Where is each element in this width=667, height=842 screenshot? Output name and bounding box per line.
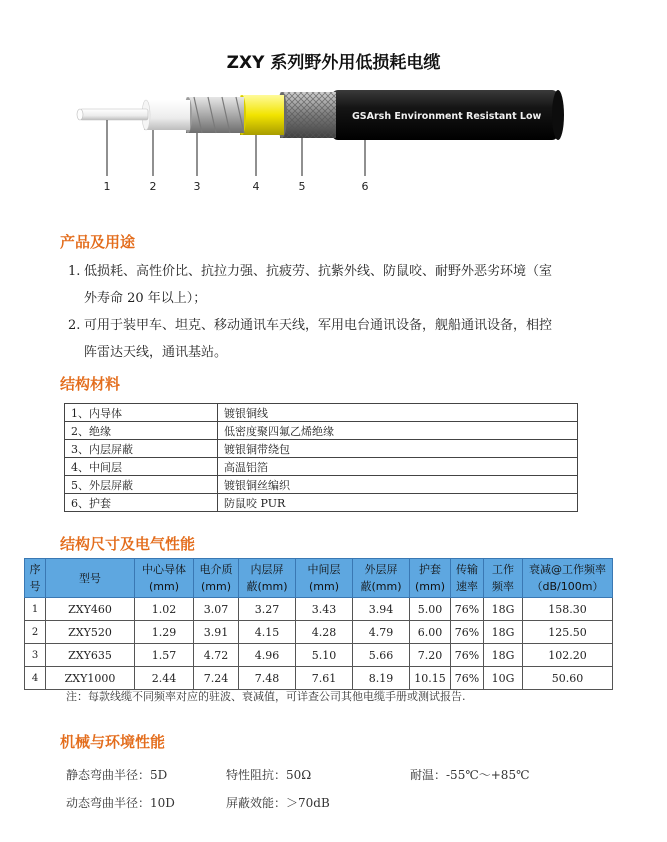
table-note: 注：每款线缆不同频率对应的驻波、衰减值，可详查公司其他电缆手册或测试报告. xyxy=(66,690,466,703)
cell: 5.66 xyxy=(353,644,410,667)
cell: 7.61 xyxy=(296,667,353,690)
static-bend-radius: 静态弯曲半径：5D xyxy=(66,768,168,782)
cell: ZXY460 xyxy=(46,598,135,621)
spec-header-row xyxy=(25,559,613,598)
table-row xyxy=(65,458,578,476)
usage-item-text: 可用于装甲车、坦克、移动通讯车天线，军用电台通讯设备，舰船通讯设备，相控 xyxy=(84,318,553,333)
cell: 5.00 xyxy=(410,598,451,621)
callout-3: 3 xyxy=(193,180,201,193)
material-part: 6、护套 xyxy=(65,494,218,512)
cell: 4.28 xyxy=(296,621,353,644)
cell: 4.96 xyxy=(239,644,296,667)
header-cell: 外层屏 蔽(mm) xyxy=(353,559,410,598)
cell: 50.60 xyxy=(523,667,613,690)
cell: 7.20 xyxy=(410,644,451,667)
shielding-effectiveness: 屏蔽效能：＞70dB xyxy=(226,796,330,810)
inner-conductor xyxy=(77,109,148,120)
material-part: 1、内导体 xyxy=(65,404,218,422)
cell: 158.30 xyxy=(523,598,613,621)
material-part: 5、外层屏蔽 xyxy=(65,476,218,494)
cell: 4.15 xyxy=(239,621,296,644)
header-cell: 中心导体 (mm) xyxy=(135,559,194,598)
cell: 18G xyxy=(484,598,523,621)
cell: 5.10 xyxy=(296,644,353,667)
cell: 1.02 xyxy=(135,598,194,621)
inner-tape-shield-layer xyxy=(184,97,244,133)
cell: 1 xyxy=(25,598,46,621)
temperature-range: 耐温：-55℃～+85℃ xyxy=(410,768,530,782)
table-row xyxy=(65,422,578,440)
cell: 3.07 xyxy=(194,598,239,621)
cell: 7.24 xyxy=(194,667,239,690)
cell: ZXY635 xyxy=(46,644,135,667)
material-value: 高温铝箔 xyxy=(218,458,578,476)
cable-illustration xyxy=(70,78,570,198)
callout-2: 2 xyxy=(149,180,157,193)
cell: 76% xyxy=(451,644,484,667)
cell: 3.27 xyxy=(239,598,296,621)
header-cell: 工作 频率 xyxy=(484,559,523,598)
cell: 4.79 xyxy=(353,621,410,644)
cell: 18G xyxy=(484,621,523,644)
spec-table xyxy=(24,558,613,690)
header-cell: 内层屏 蔽(mm) xyxy=(239,559,296,598)
cell: 2.44 xyxy=(135,667,194,690)
material-part: 2、绝缘 xyxy=(65,422,218,440)
table-row xyxy=(25,598,613,621)
material-value: 防鼠咬 PUR xyxy=(218,494,578,512)
cell: 6.00 xyxy=(410,621,451,644)
cell: 125.50 xyxy=(523,621,613,644)
callout-6: 6 xyxy=(361,180,369,193)
header-cell: 型号 xyxy=(46,559,135,598)
material-part: 3、内层屏蔽 xyxy=(65,440,218,458)
callout-5: 5 xyxy=(298,180,306,193)
header-cell: 衰减@工作频率 （dB/100m） xyxy=(523,559,613,598)
usage-item-number: 2. xyxy=(68,318,81,333)
cell: 3.94 xyxy=(353,598,410,621)
usage-item xyxy=(68,312,598,366)
dynamic-bend-radius: 动态弯曲半径：10D xyxy=(66,796,175,810)
usage-item xyxy=(68,258,598,312)
section-heading-usage: 产品及用途 xyxy=(60,233,136,251)
material-value: 镀银铜线 xyxy=(218,404,578,422)
cell: 10G xyxy=(484,667,523,690)
usage-item-text-cont: 外寿命 20 年以上）； xyxy=(84,291,207,306)
table-row xyxy=(65,404,578,422)
usage-item-text-cont: 阵雷达天线，通讯基站。 xyxy=(84,345,228,360)
material-value: 镀银铜丝编织 xyxy=(218,476,578,494)
table-row xyxy=(25,644,613,667)
header-cell: 序 号 xyxy=(25,559,46,598)
table-row xyxy=(65,440,578,458)
cell: 1.29 xyxy=(135,621,194,644)
cell: 10.15 xyxy=(410,667,451,690)
cell: 3 xyxy=(25,644,46,667)
cell: ZXY1000 xyxy=(46,667,135,690)
page-title: ZXY 系列野外用低损耗电缆 xyxy=(226,53,441,73)
table-row xyxy=(65,494,578,512)
material-value: 低密度聚四氟乙烯绝缘 xyxy=(218,422,578,440)
usage-list xyxy=(68,258,598,366)
cell: 76% xyxy=(451,667,484,690)
cell: ZXY520 xyxy=(46,621,135,644)
cell: 3.43 xyxy=(296,598,353,621)
aluminum-foil-layer xyxy=(238,95,284,135)
table-row xyxy=(25,667,613,690)
jacket-print-text: GSArsh Environment Resistant Low xyxy=(352,111,542,122)
cell: 3.91 xyxy=(194,621,239,644)
cell: 76% xyxy=(451,621,484,644)
insulation-layer xyxy=(142,100,190,130)
cell: 18G xyxy=(484,644,523,667)
outer-braid-layer xyxy=(277,92,336,138)
callout-4: 4 xyxy=(252,180,260,193)
header-cell: 中间层 (mm) xyxy=(296,559,353,598)
section-heading-specs: 结构尺寸及电气性能 xyxy=(60,535,196,553)
cell: 102.20 xyxy=(523,644,613,667)
header-cell: 电介质 (mm) xyxy=(194,559,239,598)
usage-item-text: 低损耗、高性价比、抗拉力强、抗疲劳、抗紫外线、防鼠咬、耐野外恶劣环境（室 xyxy=(84,264,553,279)
cell: 4 xyxy=(25,667,46,690)
usage-item-number: 1. xyxy=(68,264,81,279)
material-value: 镀银铜带绕包 xyxy=(218,440,578,458)
callout-1: 1 xyxy=(103,180,111,193)
cell: 2 xyxy=(25,621,46,644)
section-heading-materials: 结构材料 xyxy=(60,375,121,393)
table-row xyxy=(65,476,578,494)
characteristic-impedance: 特性阻抗：50Ω xyxy=(226,768,312,782)
table-row xyxy=(25,621,613,644)
cell: 1.57 xyxy=(135,644,194,667)
cell: 4.72 xyxy=(194,644,239,667)
header-cell: 护套 (mm) xyxy=(410,559,451,598)
material-part: 4、中间层 xyxy=(65,458,218,476)
cell: 8.19 xyxy=(353,667,410,690)
cell: 76% xyxy=(451,598,484,621)
materials-table xyxy=(64,403,578,512)
cell: 7.48 xyxy=(239,667,296,690)
header-cell: 传输 速率 xyxy=(451,559,484,598)
section-heading-mechanical: 机械与环境性能 xyxy=(60,733,166,751)
